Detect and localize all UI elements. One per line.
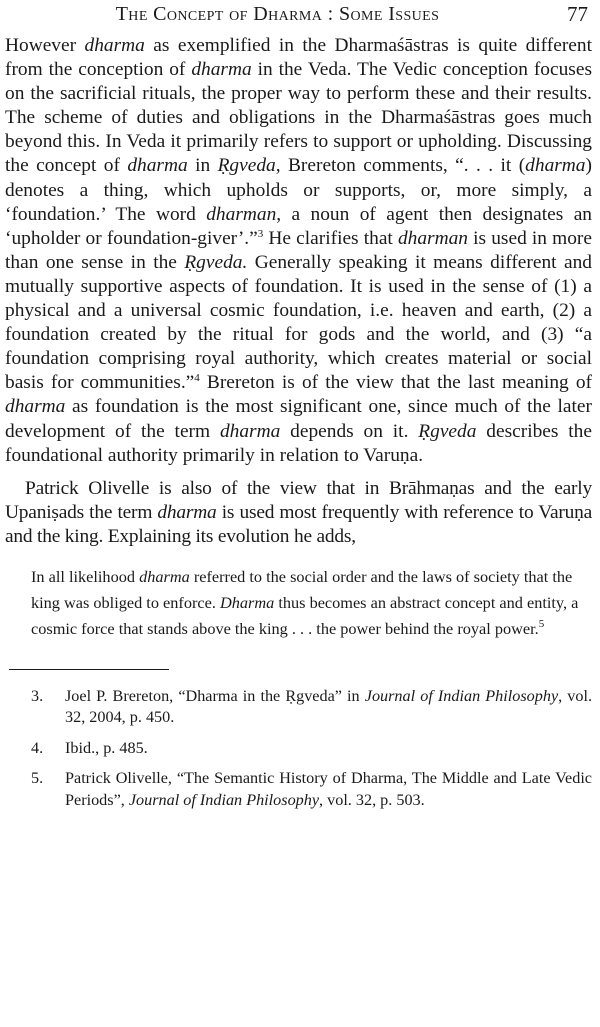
footnote-marker: 3 xyxy=(257,227,264,240)
footnote-separator xyxy=(9,669,169,670)
italic-text: Journal of Indian Philosophy xyxy=(364,686,559,705)
block-quote xyxy=(31,564,580,643)
text-run: Patrick Olivelle is also of the view that in Brāhmaṇas and the early Upaniṣads the term xyxy=(5,477,592,523)
footnote-number: 5. xyxy=(31,769,44,788)
footnote-text xyxy=(65,686,592,729)
text-run: Generally speaking it means different and mutually supportive aspects of foundation. It is used in the sense of (1) a physical and a universal cosmic foundation, i.e. heaven and earth, (2) a foundation created by the ritual for gods and the world, and (3) “a foundation comprising royal authority, which creates material or social basis for communities.” xyxy=(5,251,592,394)
italic-text: dharma xyxy=(127,155,188,177)
text-run: Joel P. Brereton, “Dharma in the Ṛgveda” in xyxy=(65,686,365,705)
text-run: , Brereton comments, “. . . it ( xyxy=(275,155,526,177)
text-run: in the Veda. The Vedic conception focuses on the sacrificial rituals, the proper way to perform these and their results. The scheme of duties and obligations in the Dharmaśāstras goes much beyond this. In Veda it primarily refers to support or upholding. Discussing the concept of xyxy=(5,59,592,177)
footnotes xyxy=(31,686,592,812)
italic-text: Ṛgveda xyxy=(217,155,276,177)
text-run: describes the foundational authority primarily in relation to Varuṇa. xyxy=(5,420,592,466)
page-number: 77 xyxy=(567,2,588,26)
footnote-number: 4. xyxy=(31,738,44,757)
footnote-text xyxy=(65,768,592,811)
italic-text: Journal of Indian Philosophy xyxy=(128,790,320,809)
text-run: , a noun of agent then designates an ‘upholder or foundation-giver’.” xyxy=(5,203,592,249)
text-run: , vol. 32, 2004, p. 450. xyxy=(65,686,593,727)
footnote-marker: 4 xyxy=(194,372,200,385)
italic-text: dharma xyxy=(139,566,190,586)
text-run: as foundation is the most significant one, since much of the later development of the term xyxy=(5,396,592,442)
italic-text: dharma xyxy=(525,155,586,177)
italic-text: dharma xyxy=(191,59,252,81)
text-run: He clarifies that xyxy=(263,227,398,249)
footnote-4 xyxy=(31,738,592,760)
italic-text: dharma xyxy=(219,420,281,442)
text-run: in xyxy=(187,155,218,177)
running-title: The Concept of Dharma : Some Issues xyxy=(115,3,440,25)
footnote-number: 3. xyxy=(31,686,44,705)
footnote-marker: 5 xyxy=(538,618,545,631)
text-run: In all likelihood xyxy=(31,566,140,586)
text-run: is used most frequently with reference to Varuṇa and the king. Explaining its evolution he adds, xyxy=(5,501,593,547)
italic-text: Ṛgveda. xyxy=(184,251,248,273)
text-run: ) denotes a thing, which upholds or supports, or, more simply, a ‘foundation.’ The word xyxy=(5,155,592,225)
italic-text: dharman xyxy=(397,227,468,249)
italic-text: Ṛgveda xyxy=(418,420,477,442)
text-run: depends on it. xyxy=(280,420,419,442)
footnote-text xyxy=(65,738,592,760)
text-run: referred to the social order and the laws of society that the king was obliged to enforce. xyxy=(31,566,573,613)
text-run: Brereton is of the view that the last meaning of xyxy=(199,372,592,394)
text-run: Ibid., p. 485. xyxy=(65,738,148,757)
text-run: is used in more than one sense in the xyxy=(5,227,592,273)
italic-text: dharma xyxy=(157,501,217,523)
footnote-5 xyxy=(31,768,592,811)
italic-text: dharman xyxy=(206,203,277,225)
italic-text: dharma xyxy=(84,35,145,56)
text-run: as exemplified in the Dharmaśāstras is quite different from the conception of xyxy=(5,35,592,81)
text-run: thus becomes an abstract concept and entity, a cosmic force that stands above the king . . . the power behind the royal power. xyxy=(31,593,579,639)
body-paragraph-1 xyxy=(5,34,592,468)
text-run: However xyxy=(5,35,85,56)
text-run: , vol. 32, p. 503. xyxy=(319,790,425,809)
footnote-3 xyxy=(31,686,592,729)
running-header xyxy=(5,0,592,34)
text-run: Patrick Olivelle, “The Semantic History of Dharma, The Middle and Late Vedic Periods”, xyxy=(65,769,592,809)
italic-text: Dharma xyxy=(220,593,275,613)
italic-text: dharma xyxy=(5,396,66,418)
body-paragraph-2 xyxy=(5,477,592,549)
